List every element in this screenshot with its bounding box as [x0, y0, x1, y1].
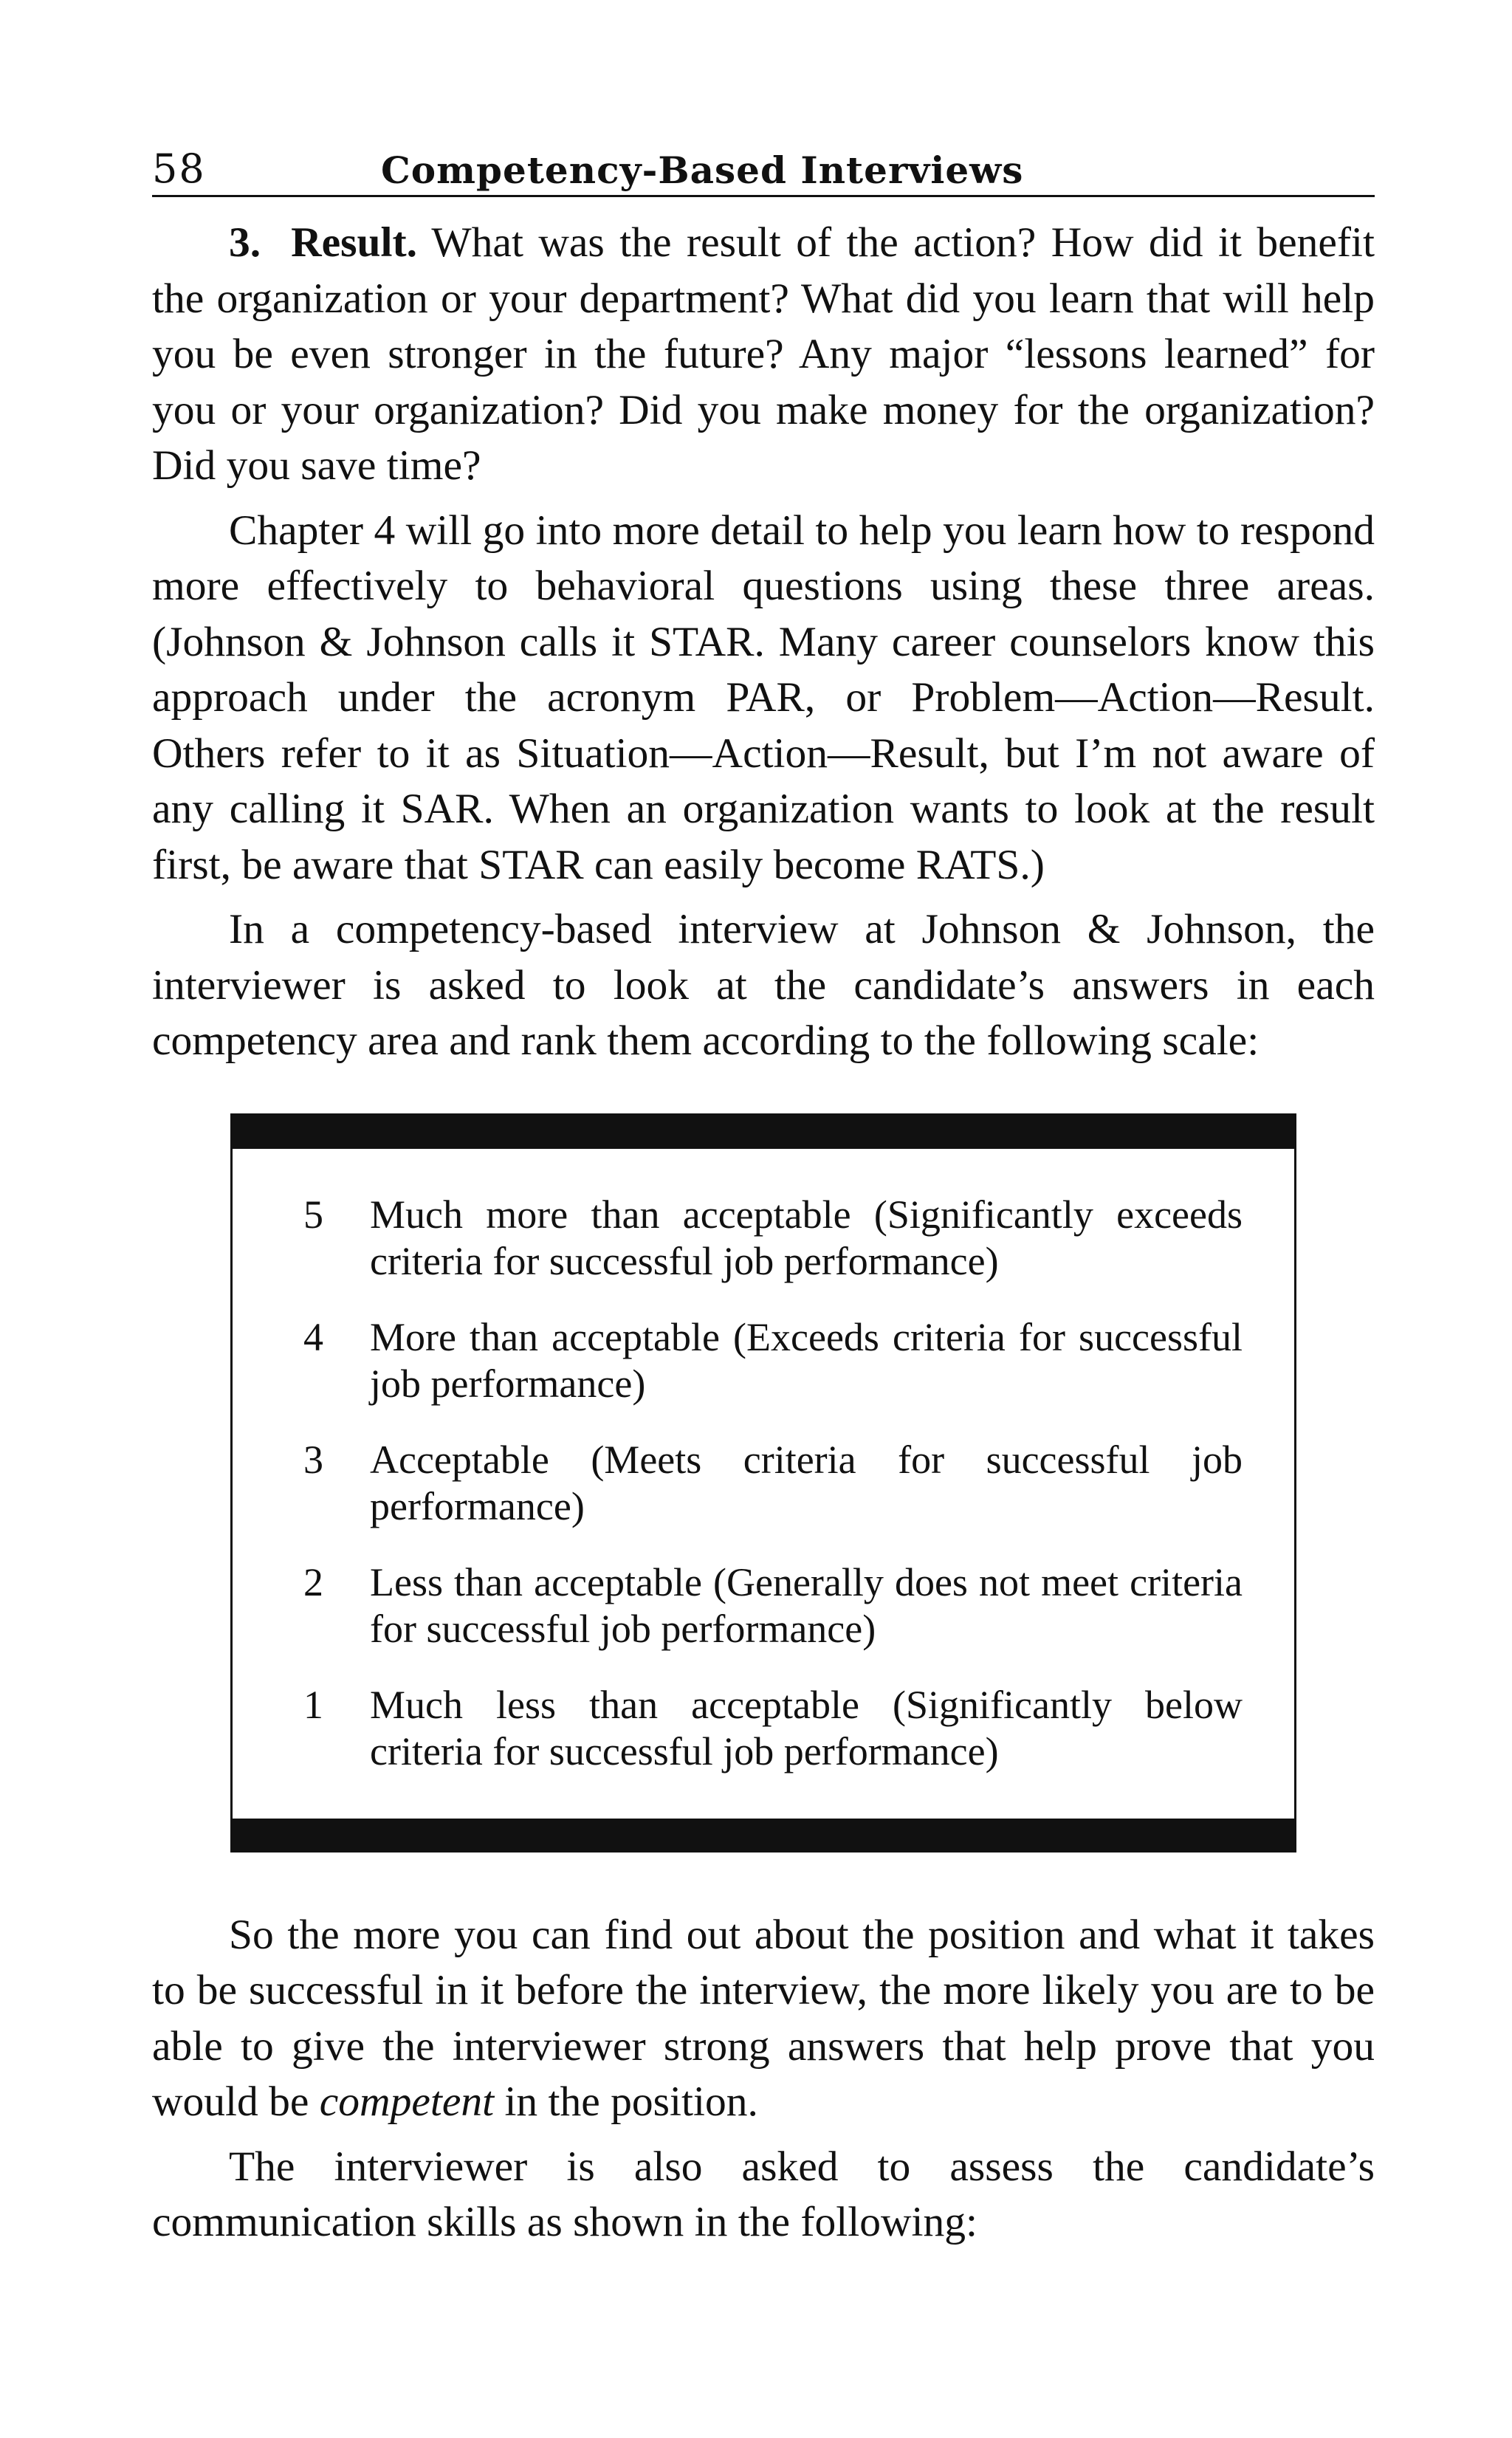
- running-header: [152, 140, 1375, 197]
- body-text: [152, 215, 1375, 2250]
- scale-item: [303, 1437, 1243, 1530]
- scale-number: 2: [303, 1559, 323, 1604]
- scale-item: [303, 1559, 1243, 1652]
- so-the-more-text: So the more you can find out about the position and what it takes to be successful in it before the interview, the more likely you are to be able to give the interviewer strong answers that help prove that you would be: [152, 1911, 1375, 2125]
- scale-number: 1: [303, 1682, 323, 1727]
- emphasis-competent: competent: [319, 2078, 495, 2125]
- result-text: What was the result of the action? How did it benefit the organization or your department? What did you learn that will help you be even stronger in the future? Any major “lessons learned” for you or your organization? Did you make money for the organization? Did you save time?: [152, 219, 1375, 489]
- scale-description: Less than acceptable (Generally does not meet criteria for successful job performance): [370, 1559, 1243, 1651]
- so-the-more-ending: in the position.: [494, 2078, 758, 2125]
- running-title: Competency-Based Interviews: [381, 148, 1024, 192]
- paragraph-chapter4: Chapter 4 will go into more detail to help you learn how to respond more effectively to behavioral questions using these three areas. (Johnson & Johnson calls it STAR. Many career counselors know this approach under the acronym PAR, or Problem—Action—Result. Others refer to it as Situation—Action—Result, but I’m not aware of any calling it SAR. When an organization wants to look at the result first, be aware that STAR can easily become RATS.): [152, 507, 1375, 888]
- paragraph-so-the-more: [152, 1907, 1375, 2130]
- book-page: [152, 140, 1375, 2250]
- scale-item: [303, 1192, 1243, 1285]
- scale-description: Much less than acceptable (Significantly below criteria for successful job performance): [370, 1682, 1243, 1773]
- scale-item: [303, 1314, 1243, 1407]
- scale-number: 3: [303, 1437, 323, 1482]
- scale-number: 4: [303, 1314, 323, 1359]
- paragraph-result: [152, 215, 1375, 494]
- paragraph-communication: The interviewer is also asked to assess the candidate’s communication skills as shown in the following:: [152, 2143, 1375, 2245]
- paragraph-competency-interview: In a competency-based interview at Johnson & Johnson, the interviewer is asked to look at the candidate’s answers in each competency area and rank them according to the following scale:: [152, 906, 1375, 1064]
- result-label: Result.: [291, 219, 417, 266]
- scale-item: [303, 1682, 1243, 1775]
- result-number: 3.: [229, 219, 261, 266]
- scale-description: More than acceptable (Exceeds criteria for successful job performance): [370, 1314, 1243, 1406]
- scale-number: 5: [303, 1192, 323, 1237]
- page-number: 58: [152, 145, 206, 192]
- scale-description: Acceptable (Meets criteria for successful job performance): [370, 1437, 1243, 1528]
- rating-scale-box: [230, 1113, 1296, 1852]
- scale-description: Much more than acceptable (Significantly exceeds criteria for successful job performance): [370, 1192, 1243, 1283]
